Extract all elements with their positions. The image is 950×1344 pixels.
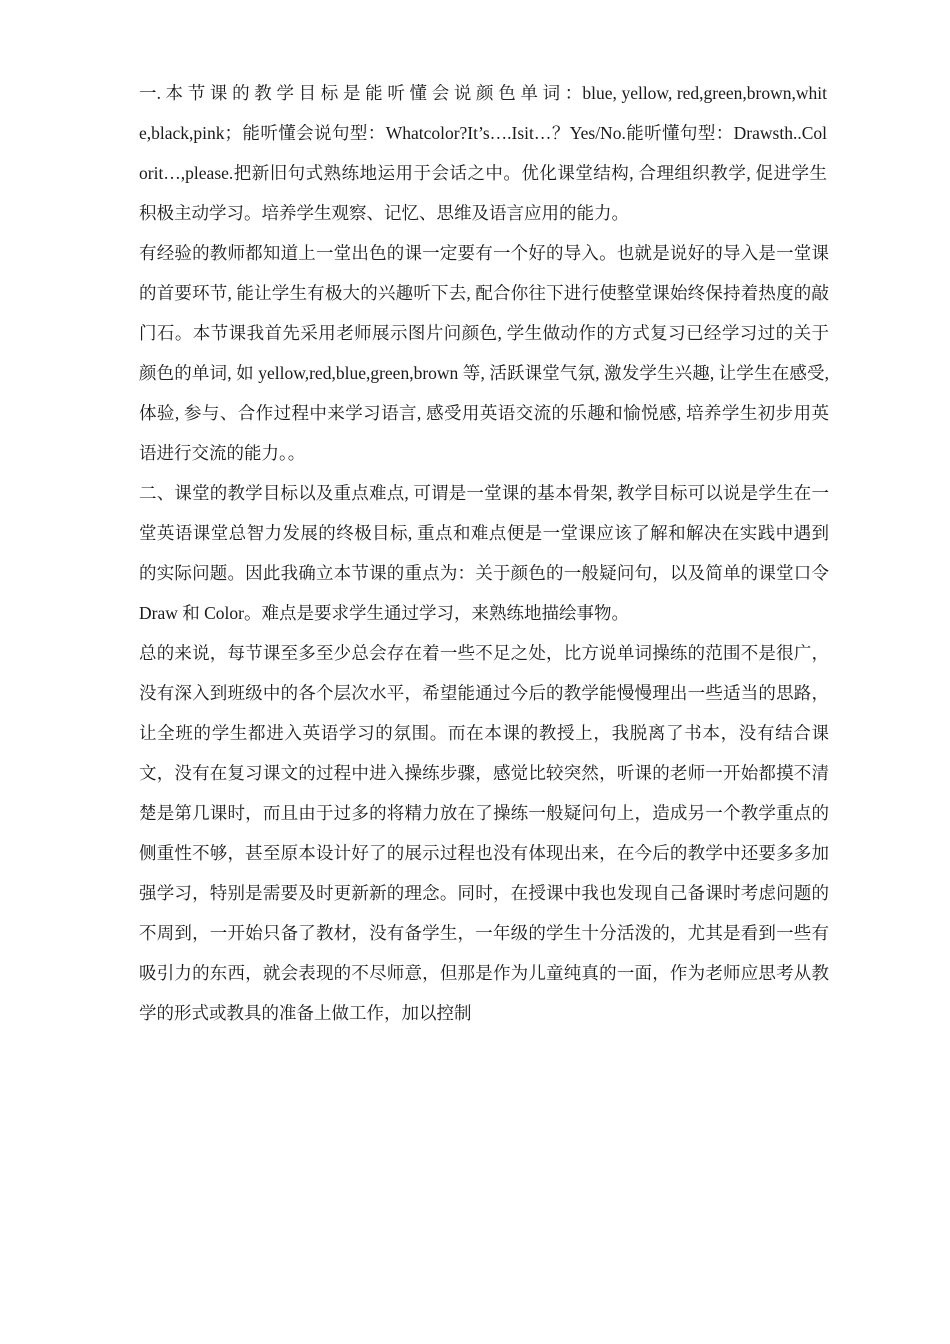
paragraph-teaching-goals: 一. 本 节 课 的 教 学 目 标 是 能 听 懂 会 说 颜 色 单 词 ：blue, yellow, red,green,brown,white,black,pink；能听懂会说句型：Whatcolor?It’s….Isit…？Yes/No.能听懂句型：Drawsth..Colorit…,please.把新旧句式熟练地运用于会话之中。优化课堂结构, 合理组织教学, 促进学生积极主动学习。培养学生观察、记忆、思维及语言应用的能力。 [139,83,827,223]
paragraph-lesson-introduction: 有经验的教师都知道上一堂出色的课一定要有一个好的导入。也就是说好的导入是一堂课的首要环节, 能让学生有极大的兴趣听下去, 配合你往下进行使整堂课始终保持着热度的敲门石。本节课我首先采用老师展示图片问颜色, 学生做动作的方式复习已经学习过的关于颜色的单词, 如 yellow,red,blue,green,brown 等, 活跃课堂气氛, 激发学生兴趣, 让学生在感受, 体验, 参与、合作过程中来学习语言, 感受用英语交流的乐趣和愉悦感, 培养学生初步用英语进行交流的能力。。 [139,243,829,463]
document-body [139,73,829,1033]
paragraph-reflection: 总的来说，每节课至多至少总会存在着一些不足之处，比方说单词操练的范围不是很广，没有深入到班级中的各个层次水平，希望能通过今后的教学能慢慢理出一些适当的思路，让全班的学生都进入英语学习的氛围。而在本课的教授上，我脱离了书本，没有结合课文，没有在复习课文的过程中进入操练步骤，感觉比较突然，听课的老师一开始都摸不清楚是第几课时，而且由于过多的将精力放在了操练一般疑问句上，造成另一个教学重点的侧重性不够，甚至原本设计好了的展示过程也没有体现出来，在今后的教学中还要多多加强学习，特别是需要及时更新新的理念。同时，在授课中我也发现自己备课时考虑问题的不周到，一开始只备了教材，没有备学生，一年级的学生十分活泼的，尤其是看到一些有吸引力的东西，就会表现的不尽师意，但那是作为儿童纯真的一面，作为老师应思考从教学的形式或教具的准备上做工作，加以控制 [139,643,829,1023]
paragraph-key-points: 二、课堂的教学目标以及重点难点, 可谓是一堂课的基本骨架, 教学目标可以说是学生在一堂英语课堂总智力发展的终极目标, 重点和难点便是一堂课应该了解和解决在实践中遇到的实际问题。因此我确立本节课的重点为：关于颜色的一般疑问句，以及简单的课堂口令 Draw 和 Color。难点是要求学生通过学习，来熟练地描绘事物。 [139,483,829,623]
